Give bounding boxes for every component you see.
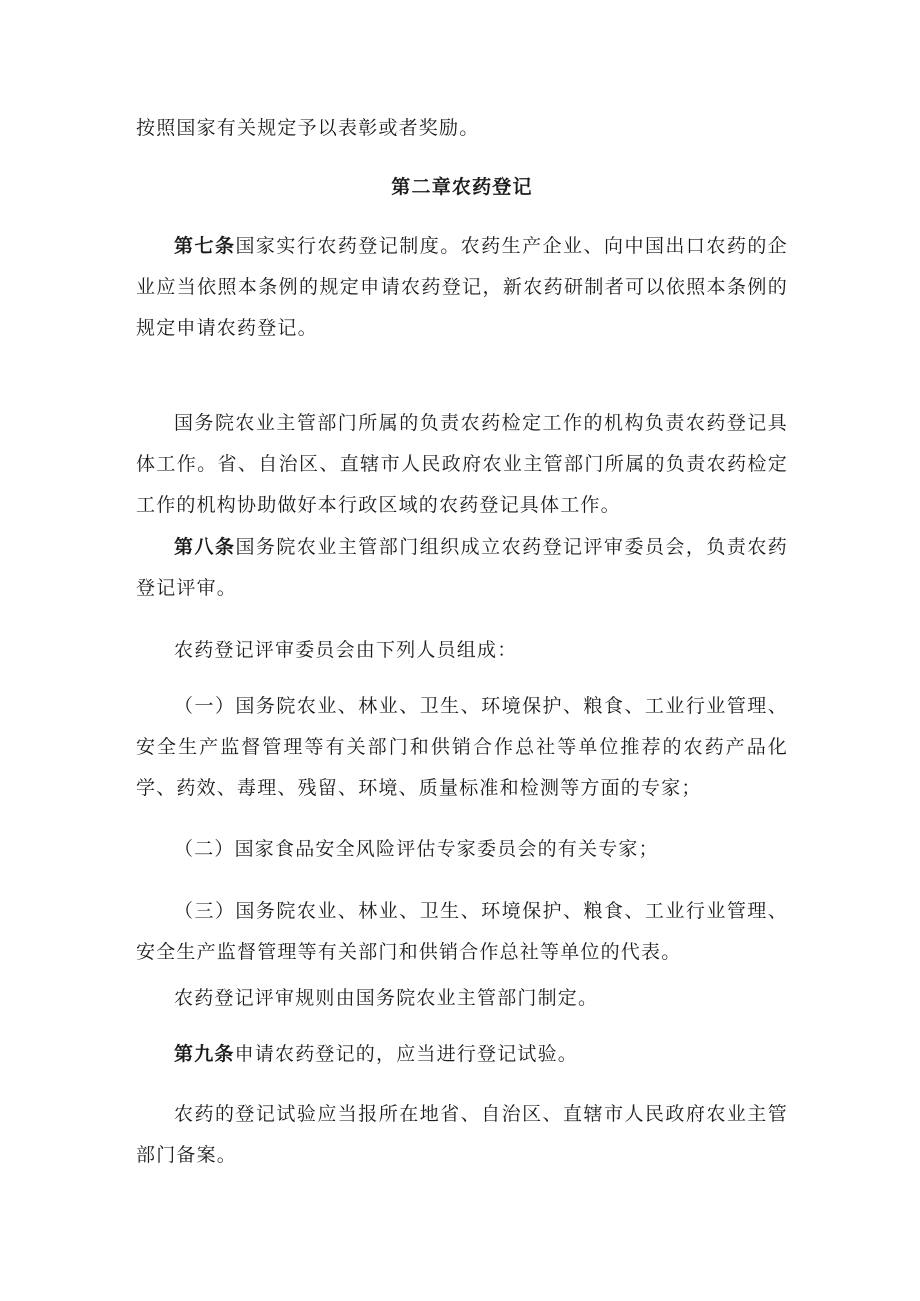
list-item-2: （二）国家食品安全风险评估专家委员会的有关专家； [174, 838, 659, 860]
paragraph-rules: 农药登记评审规则由国务院农业主管部门制定。 [174, 987, 599, 1009]
list-item-1: （一）国务院农业、林业、卫生、环境保护、粮食、工业行业管理、安全生产监督管理等有关部门和供销合作总社等单位推荐的农药产品化学、药效、毒理、残留、环境、质量标准和检测等方面的专家； [136, 695, 788, 799]
article-8 [136, 527, 788, 609]
article-9 [136, 1034, 788, 1075]
chapter-title: 第二章农药登记 [391, 176, 533, 198]
article-7 [136, 226, 788, 349]
article-7-text: 国家实行农药登记制度。农药生产企业、向中国出口农药的企业应当依照本条例的规定申请农药登记，新农药研制者可以依照本条例的规定申请农药登记。 [136, 235, 788, 339]
article-7-label: 第七条 [174, 235, 236, 257]
article-9-text: 申请农药登记的，应当进行登记试验。 [234, 1043, 579, 1065]
paragraph-members: 农药登记评审委员会由下列人员组成： [174, 639, 518, 661]
article-8-label: 第八条 [174, 536, 236, 558]
paragraph-org: 国务院农业主管部门所属的负责农药检定工作的机构负责农药登记具体工作。省、自治区、直辖市人民政府农业主管部门所属的负责农药检定工作的机构协助做好本行政区域的农药登记具体工作。 [136, 412, 788, 516]
list-item-3: （三）国务院农业、林业、卫生、环境保护、粮食、工业行业管理、安全生产监督管理等有关部门和供销合作总社等单位的代表。 [136, 900, 788, 963]
article-9-label: 第九条 [174, 1043, 235, 1065]
paragraph-continuation: 按照国家有关规定予以表彰或者奖励。 [136, 117, 480, 139]
paragraph-filing: 农药的登记试验应当报所在地省、自治区、直辖市人民政府农业主管部门备案。 [136, 1103, 788, 1166]
article-8-text: 国务院农业主管部门组织成立农药登记评审委员会，负责农药登记评审。 [136, 536, 788, 599]
